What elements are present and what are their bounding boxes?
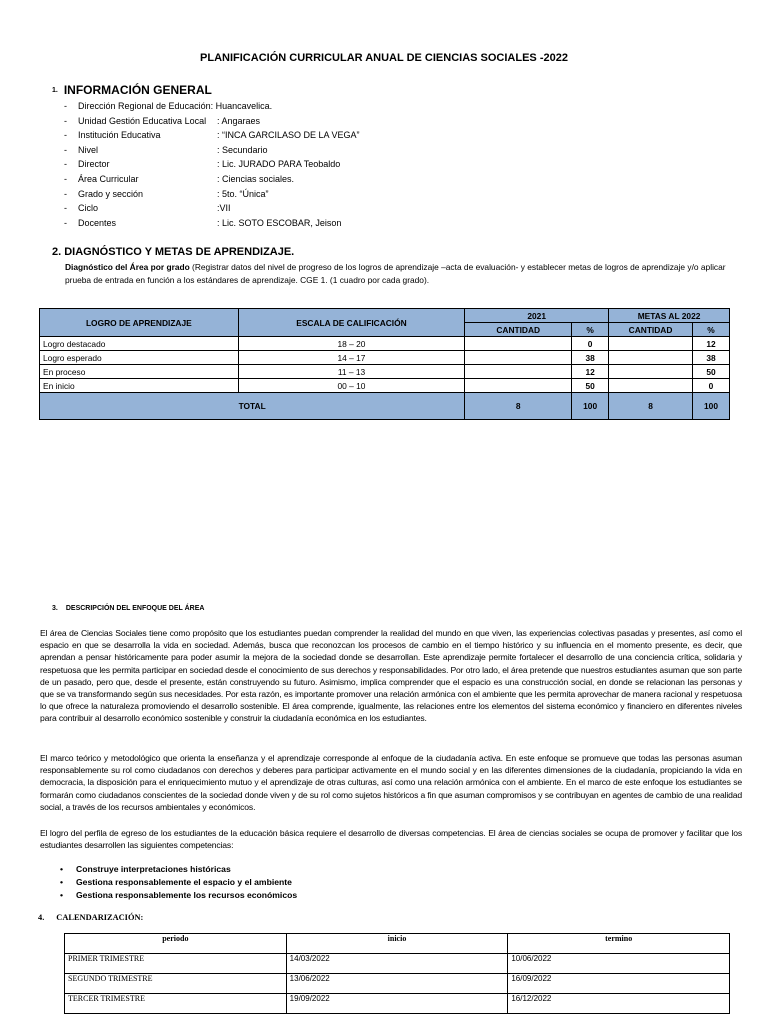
total-pct-2021: 100 (572, 393, 609, 420)
info-label: Dirección Regional de Educación: Huancavelica. (78, 101, 273, 111)
info-row-ciclo (64, 201, 360, 216)
header-pct: % (572, 323, 609, 337)
info-row-area (64, 172, 360, 187)
section-2-heading: 2. DIAGNÓSTICO Y METAS DE APRENDIZAJE. (52, 246, 295, 258)
list-item (60, 863, 297, 876)
cell-termino: 10/06/2022 (508, 954, 730, 974)
approach-paragraph-2: El marco teórico y metodológico que orienta la enseñanza y el aprendizaje corresponde al enfoque de la ciudadanía activa. En este enfoque se promueve que todas las personas asuman responsablemente su rol como ciudadanos con derechos y deberes para participar activamente en el mundo social y en las diferentes dimensiones de la ciudadanía, propiciando la vida en democracia, la disposición para el enriquecimiento mutuo y el aprendizaje de otras culturas, así como una relación armónica con el ambiente. En el marco de este enfoque los estudiantes se formarán como ciudadanos conscientes de la sociedad donde viven y de su rol como sujetos históricos a fin que asuman compromisos y se contribuyan en agentes de cambio de una realidad social, a través de los recursos ambientales y económicos. (40, 753, 742, 812)
document-title: PLANIFICACIÓN CURRICULAR ANUAL DE CIENCIAS SOCIALES -2022 (200, 52, 568, 64)
cell-cant-2021 (465, 337, 572, 351)
header-periodo: periodo (65, 934, 287, 954)
info-value: : Angaraes (217, 115, 261, 126)
list-bullet: - (64, 173, 67, 184)
section-4-heading (38, 913, 143, 922)
cell-periodo: PRIMER TRIMESTRE (65, 954, 287, 974)
cell-pct-2022: 12 (693, 337, 730, 351)
info-value: : Lic. JURADO PARA Teobaldo (217, 159, 341, 170)
list-bullet: - (64, 159, 67, 170)
section-1-number: 1. (52, 87, 58, 95)
info-row-ugel (64, 114, 360, 129)
info-row-grado (64, 187, 360, 202)
section-4-number: 4. (38, 913, 45, 922)
section-1-title: INFORMACIÓN GENERAL (63, 83, 212, 97)
cell-cant-2021 (465, 351, 572, 365)
cell-cant-2022 (609, 337, 693, 351)
header-year-2021: 2021 (465, 309, 609, 323)
learning-levels-table (39, 308, 730, 420)
table-row (65, 974, 730, 994)
cell-pct-2021: 50 (572, 379, 609, 393)
cell-escala: 14 – 17 (238, 351, 465, 365)
list-item (60, 889, 297, 902)
cell-inicio: 13/06/2022 (286, 974, 508, 994)
info-value: : Ciencias sociales. (217, 173, 295, 184)
approach-paragraph-3: El logro del perfila de egreso de los estudiantes de la educación básica requiere el desarrollo de diversas competencias. El área de ciencias sociales se ocupa de promover y facilitar que los estudiantes desarrollen las siguientes competencias: (40, 828, 742, 851)
general-info-list (64, 99, 360, 230)
table-row (40, 337, 730, 351)
cell-pct-2021: 12 (572, 365, 609, 379)
header-metas-2022: METAS AL 2022 (609, 309, 730, 323)
cell-cant-2021 (465, 379, 572, 393)
info-label: Docentes (78, 217, 117, 228)
cell-escala: 00 – 10 (238, 379, 465, 393)
info-row-ie (64, 128, 360, 143)
total-cant-2022: 8 (609, 393, 693, 420)
section-3-title: DESCRIPCIÓN DEL ENFOQUE DEL ÁREA (65, 605, 205, 612)
diagnostic-lead: Diagnóstico del Área por grado (65, 262, 190, 272)
competency-label: Construye interpretaciones históricas (76, 864, 231, 874)
table-row (65, 994, 730, 1014)
info-label: Área Curricular (78, 173, 139, 184)
list-bullet: - (64, 130, 67, 141)
list-bullet: - (64, 101, 67, 111)
table-row (40, 379, 730, 393)
info-row-director (64, 157, 360, 172)
cell-pct-2021: 0 (572, 337, 609, 351)
list-item (60, 876, 297, 889)
info-row-dre (64, 99, 360, 114)
info-row-docentes (64, 216, 360, 231)
total-cant-2021: 8 (465, 393, 572, 420)
bullet-icon: • (60, 890, 64, 900)
cell-escala: 18 – 20 (238, 337, 465, 351)
header-termino: termino (508, 934, 730, 954)
section-4-title: CALENDARIZACIÓN: (56, 913, 144, 922)
cell-cant-2021 (465, 365, 572, 379)
table-header-row (40, 309, 730, 323)
list-bullet: - (64, 203, 67, 214)
info-value: : Secundario (217, 144, 268, 155)
list-bullet: - (64, 144, 67, 155)
cell-cant-2022 (609, 379, 693, 393)
cell-logro: Logro esperado (40, 351, 239, 365)
competency-label: Gestiona responsablemente los recursos económicos (76, 890, 298, 900)
header-cantidad: CANTIDAD (465, 323, 572, 337)
info-value: :VII (217, 203, 231, 214)
diagnostic-description: (Registrar datos del nivel de progreso de los logros de aprendizaje –acta de evaluación- y establecer metas de logros de aprendizaje y/o aplicar prueba de entrada en función a los estándares de aprendizaje. CGE 1. (1 cuadro por cada grado). (65, 262, 726, 286)
section-3-heading (52, 605, 204, 612)
info-label: Institución Educativa (78, 130, 161, 141)
diagnostic-text (65, 261, 733, 288)
cell-logro: Logro destacado (40, 337, 239, 351)
cell-cant-2022 (609, 365, 693, 379)
cell-periodo: SEGUNDO TRIMESTRE (65, 974, 287, 994)
total-label: TOTAL (40, 393, 465, 420)
competencies-list (60, 863, 297, 902)
info-label: Grado y sección (78, 188, 144, 199)
cell-termino: 16/09/2022 (508, 974, 730, 994)
header-inicio: inicio (286, 934, 508, 954)
table-row (40, 365, 730, 379)
info-label: Unidad Gestión Educativa Local (78, 115, 207, 126)
header-logro: LOGRO DE APRENDIZAJE (40, 309, 239, 337)
list-bullet: - (64, 217, 67, 228)
header-escala: ESCALA DE CALIFICACIÓN (238, 309, 465, 337)
cell-inicio: 14/03/2022 (286, 954, 508, 974)
table-row (65, 954, 730, 974)
info-value: : 5to. “Única” (217, 188, 269, 199)
info-label: Director (78, 159, 110, 170)
cell-termino: 16/12/2022 (508, 994, 730, 1014)
bullet-icon: • (60, 864, 64, 874)
cell-escala: 11 – 13 (238, 365, 465, 379)
competency-label: Gestiona responsablemente el espacio y el ambiente (76, 877, 292, 887)
cell-logro: En inicio (40, 379, 239, 393)
table-total-row (40, 393, 730, 420)
cell-cant-2022 (609, 351, 693, 365)
list-bullet: - (64, 115, 67, 126)
bullet-icon: • (60, 877, 64, 887)
info-value: : “INCA GARCILASO DE LA VEGA” (217, 130, 360, 141)
list-bullet: - (64, 188, 67, 199)
section-1-heading (52, 83, 212, 97)
info-label: Ciclo (78, 203, 99, 214)
header-cantidad: CANTIDAD (609, 323, 693, 337)
cell-pct-2022: 0 (693, 379, 730, 393)
cell-pct-2022: 38 (693, 351, 730, 365)
info-value: : Lic. SOTO ESCOBAR, Jeison (217, 217, 342, 228)
cell-logro: En proceso (40, 365, 239, 379)
info-row-nivel (64, 143, 360, 158)
cell-pct-2021: 38 (572, 351, 609, 365)
total-pct-2022: 100 (693, 393, 730, 420)
table-row (40, 351, 730, 365)
cell-pct-2022: 50 (693, 365, 730, 379)
calendar-table (64, 933, 730, 1014)
cell-inicio: 19/09/2022 (286, 994, 508, 1014)
section-3-number: 3. (52, 605, 58, 612)
approach-paragraph-1: El área de Ciencias Sociales tiene como propósito que los estudiantes puedan comprender la realidad del mundo en que viven, las experiencias colectivas pasadas y presentes, así como el espacio en que se desarrolla la vida en sociedad. Además, busca que reconozcan los procesos de cambio en el tiempo histórico y su influencia en el momento presente, es decir, que aprendan a pensar históricamente para poder asumir la mejora de la sociedad donde se desarrollan. Este aprendizaje permite fortalecer el desarrollo de una conciencia crítica, solidaria y respetuosa que les permita participar en sociedad desde el conocimiento de sus derechos y responsabilidades. Por otro lado, el área pretende que nuestros estudiantes asuman que son parte de un pasado, pero que, desde el presente, están construyendo su futuro. Asimismo, implica comprender que el espacio es una construcción social, en donde se relacionan las personas y que se va transformando según sus necesidades. Por esta razón, es importante promover una relación armónica con el ambiente que les permita aprovechar de manera racional y respetuosa lo que ofrece la naturaleza promoviendo el desarrollo sostenible. El área comprende, igualmente, las relaciones entre los elementos del sistema económico y financiero en diferentes niveles para contribuir al desarrollo económico sostenible y construir la ciudadanía económica en los estudiantes. (40, 628, 742, 724)
header-pct: % (693, 323, 730, 337)
calendar-header-row (65, 934, 730, 954)
cell-periodo: TERCER TRIMESTRE (65, 994, 287, 1014)
info-label: Nivel (78, 144, 99, 155)
